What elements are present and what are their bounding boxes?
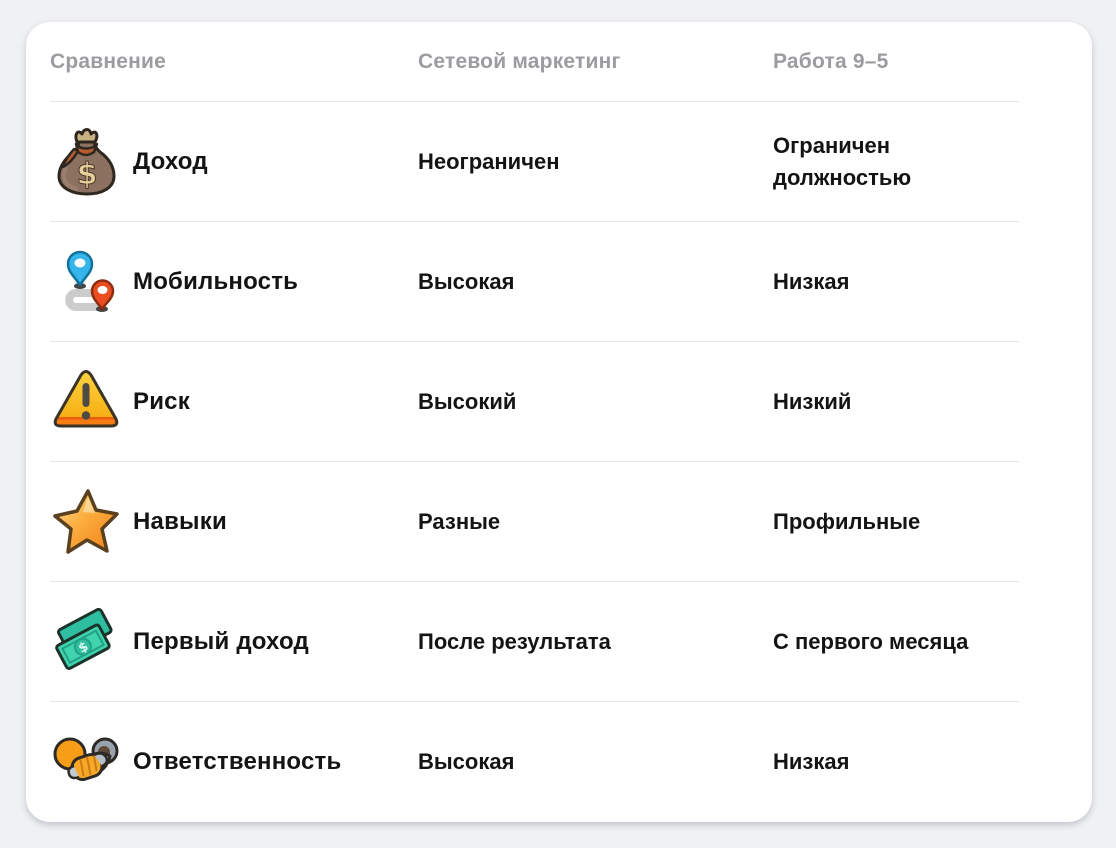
table-row-risk <box>50 342 1019 462</box>
money-bag-icon <box>50 126 133 198</box>
row-label: Первый доход <box>133 627 309 655</box>
cell-job: Низкая <box>773 268 850 294</box>
cell-job: Низкий <box>773 388 852 414</box>
cell-network-marketing: После результата <box>418 628 611 654</box>
row-label: Риск <box>133 387 190 415</box>
table-row-responsibility <box>50 702 1019 822</box>
header-cell-comparison: Сравнение <box>50 49 167 73</box>
table-row-skills <box>50 462 1019 582</box>
cell-network-marketing: Высокий <box>418 388 517 414</box>
row-label: Ответственность <box>133 748 342 775</box>
row-label: Доход <box>133 147 208 175</box>
cell-job: Низкая <box>773 749 850 775</box>
cell-network-marketing: Высокая <box>418 749 515 775</box>
cell-job: С первого месяца <box>773 628 969 654</box>
comparison-table <box>26 22 1092 822</box>
row-label: Мобильность <box>133 267 299 295</box>
map-route-icon <box>50 246 133 318</box>
svg-text:$: $ <box>76 156 98 192</box>
star-icon <box>50 486 133 558</box>
row-label: Навыки <box>133 507 227 535</box>
cell-job: Профильные <box>773 508 921 534</box>
warning-icon <box>50 366 133 438</box>
svg-text:$: $ <box>76 638 92 657</box>
cash-icon <box>50 606 133 678</box>
cell-job: Ограничен должностью <box>773 132 912 190</box>
cell-network-marketing: Высокая <box>418 268 515 294</box>
table-header <box>50 22 1019 102</box>
cell-network-marketing: Неограничен <box>418 148 560 174</box>
header-cell-job-9-5: Работа 9–5 <box>773 49 889 73</box>
handshake-icon <box>50 726 133 798</box>
table-row-first-income <box>50 582 1019 702</box>
table-row-income <box>50 102 1019 222</box>
table-row-mobility <box>50 222 1019 342</box>
comparison-card <box>26 22 1092 822</box>
header-cell-network-marketing: Сетевой маркетинг <box>418 49 621 73</box>
cell-network-marketing: Разные <box>418 508 501 534</box>
